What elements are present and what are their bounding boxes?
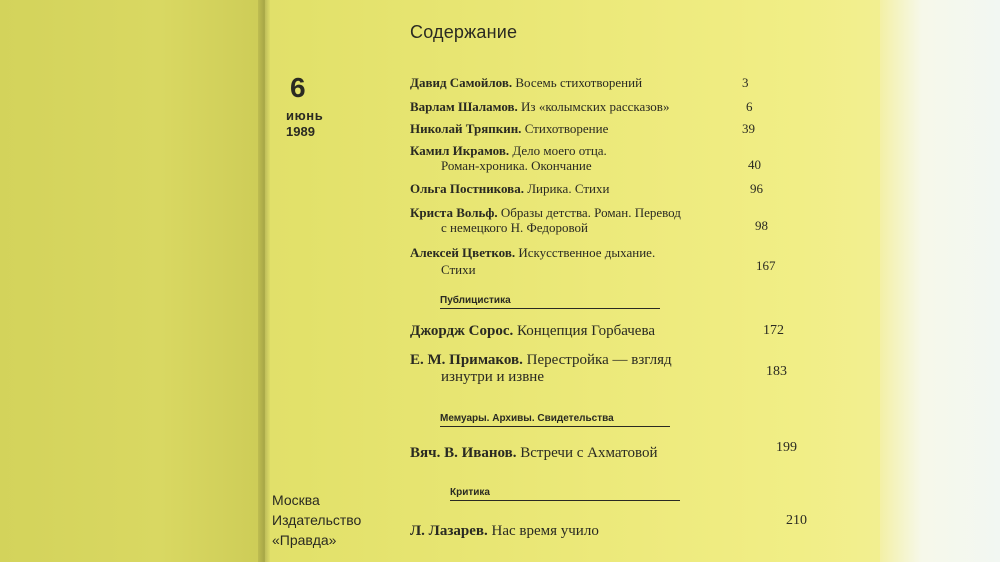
entry-title-cont: Стихи (441, 262, 476, 277)
section-heading: Критика (450, 487, 680, 501)
imprint-publisher-name: «Правда» (272, 532, 337, 548)
toc-entry (410, 245, 655, 261)
toc-entry (410, 445, 658, 462)
entry-title: Концепция Горбачева (517, 323, 656, 339)
page-edge (880, 0, 1000, 562)
entry-author: Николай Тряпкин. (410, 121, 522, 136)
section-heading: Мемуары. Архивы. Свидетельства (440, 413, 670, 427)
toc-entry (410, 75, 642, 91)
toc-entry (410, 143, 607, 159)
entry-title: Стихотворение (524, 121, 609, 136)
entry-title-cont: с немецкого Н. Федоровой (441, 220, 588, 235)
entry-title-cont: изнутри и извне (441, 369, 544, 385)
toc-entry (410, 121, 608, 137)
entry-author: Л. Лазарев. (410, 523, 488, 539)
entry-title: Встречи с Ахматовой (520, 445, 658, 461)
issue-year: 1989 (286, 124, 315, 139)
entry-author: Вяч. В. Иванов. (410, 445, 517, 461)
entry-title: Искусственное дыхание. (518, 245, 656, 260)
entry-author: Е. М. Примаков. (410, 352, 523, 368)
entry-page: 96 (750, 181, 763, 196)
entry-title: Дело моего отца. (512, 143, 607, 158)
entry-page: 172 (763, 323, 784, 338)
entry-author: Давид Самойлов. (410, 75, 513, 90)
toc-entry (410, 205, 681, 221)
entry-title-cont: Роман-хроника. Окончание (441, 158, 592, 173)
entry-title: Перестройка — взгляд (526, 352, 672, 368)
toc-entry (410, 323, 655, 340)
entry-title: Образы детства. Роман. Перевод (500, 205, 681, 220)
entry-page: 98 (755, 218, 768, 233)
entry-author: Алексей Цветков. (410, 245, 516, 260)
entry-author: Камил Икрамов. (410, 143, 510, 158)
section-heading: Публицистика (440, 295, 660, 309)
toc-entry (410, 523, 599, 540)
toc-title: Содержание (410, 22, 518, 42)
entry-title: Из «колымских рассказов» (521, 99, 670, 114)
toc-entry (410, 352, 672, 369)
imprint-publisher: Издательство (272, 512, 362, 528)
toc-entry (410, 181, 609, 197)
entry-page: 183 (766, 364, 787, 379)
entry-title: Нас время учило (491, 523, 599, 539)
entry-title: Восемь стихотворений (515, 75, 643, 90)
entry-page: 39 (742, 121, 755, 136)
entry-author: Криста Вольф. (410, 205, 498, 220)
imprint-city: Москва (272, 492, 320, 508)
entry-author: Джордж Сорос. (410, 323, 514, 339)
entry-page: 167 (756, 258, 776, 273)
issue-month: июнь (286, 108, 324, 123)
issue-number: 6 (290, 72, 306, 103)
entry-author: Варлам Шаламов. (410, 99, 518, 114)
entry-page: 40 (748, 157, 761, 172)
book-gutter (258, 0, 270, 562)
left-page (0, 0, 265, 562)
entry-page: 199 (776, 440, 797, 455)
entry-page: 210 (786, 513, 807, 528)
entry-page: 3 (742, 75, 749, 90)
entry-author: Ольга Постникова. (410, 181, 524, 196)
toc-entry (410, 99, 669, 115)
entry-page: 6 (746, 99, 753, 114)
entry-title: Лирика. Стихи (527, 181, 610, 196)
